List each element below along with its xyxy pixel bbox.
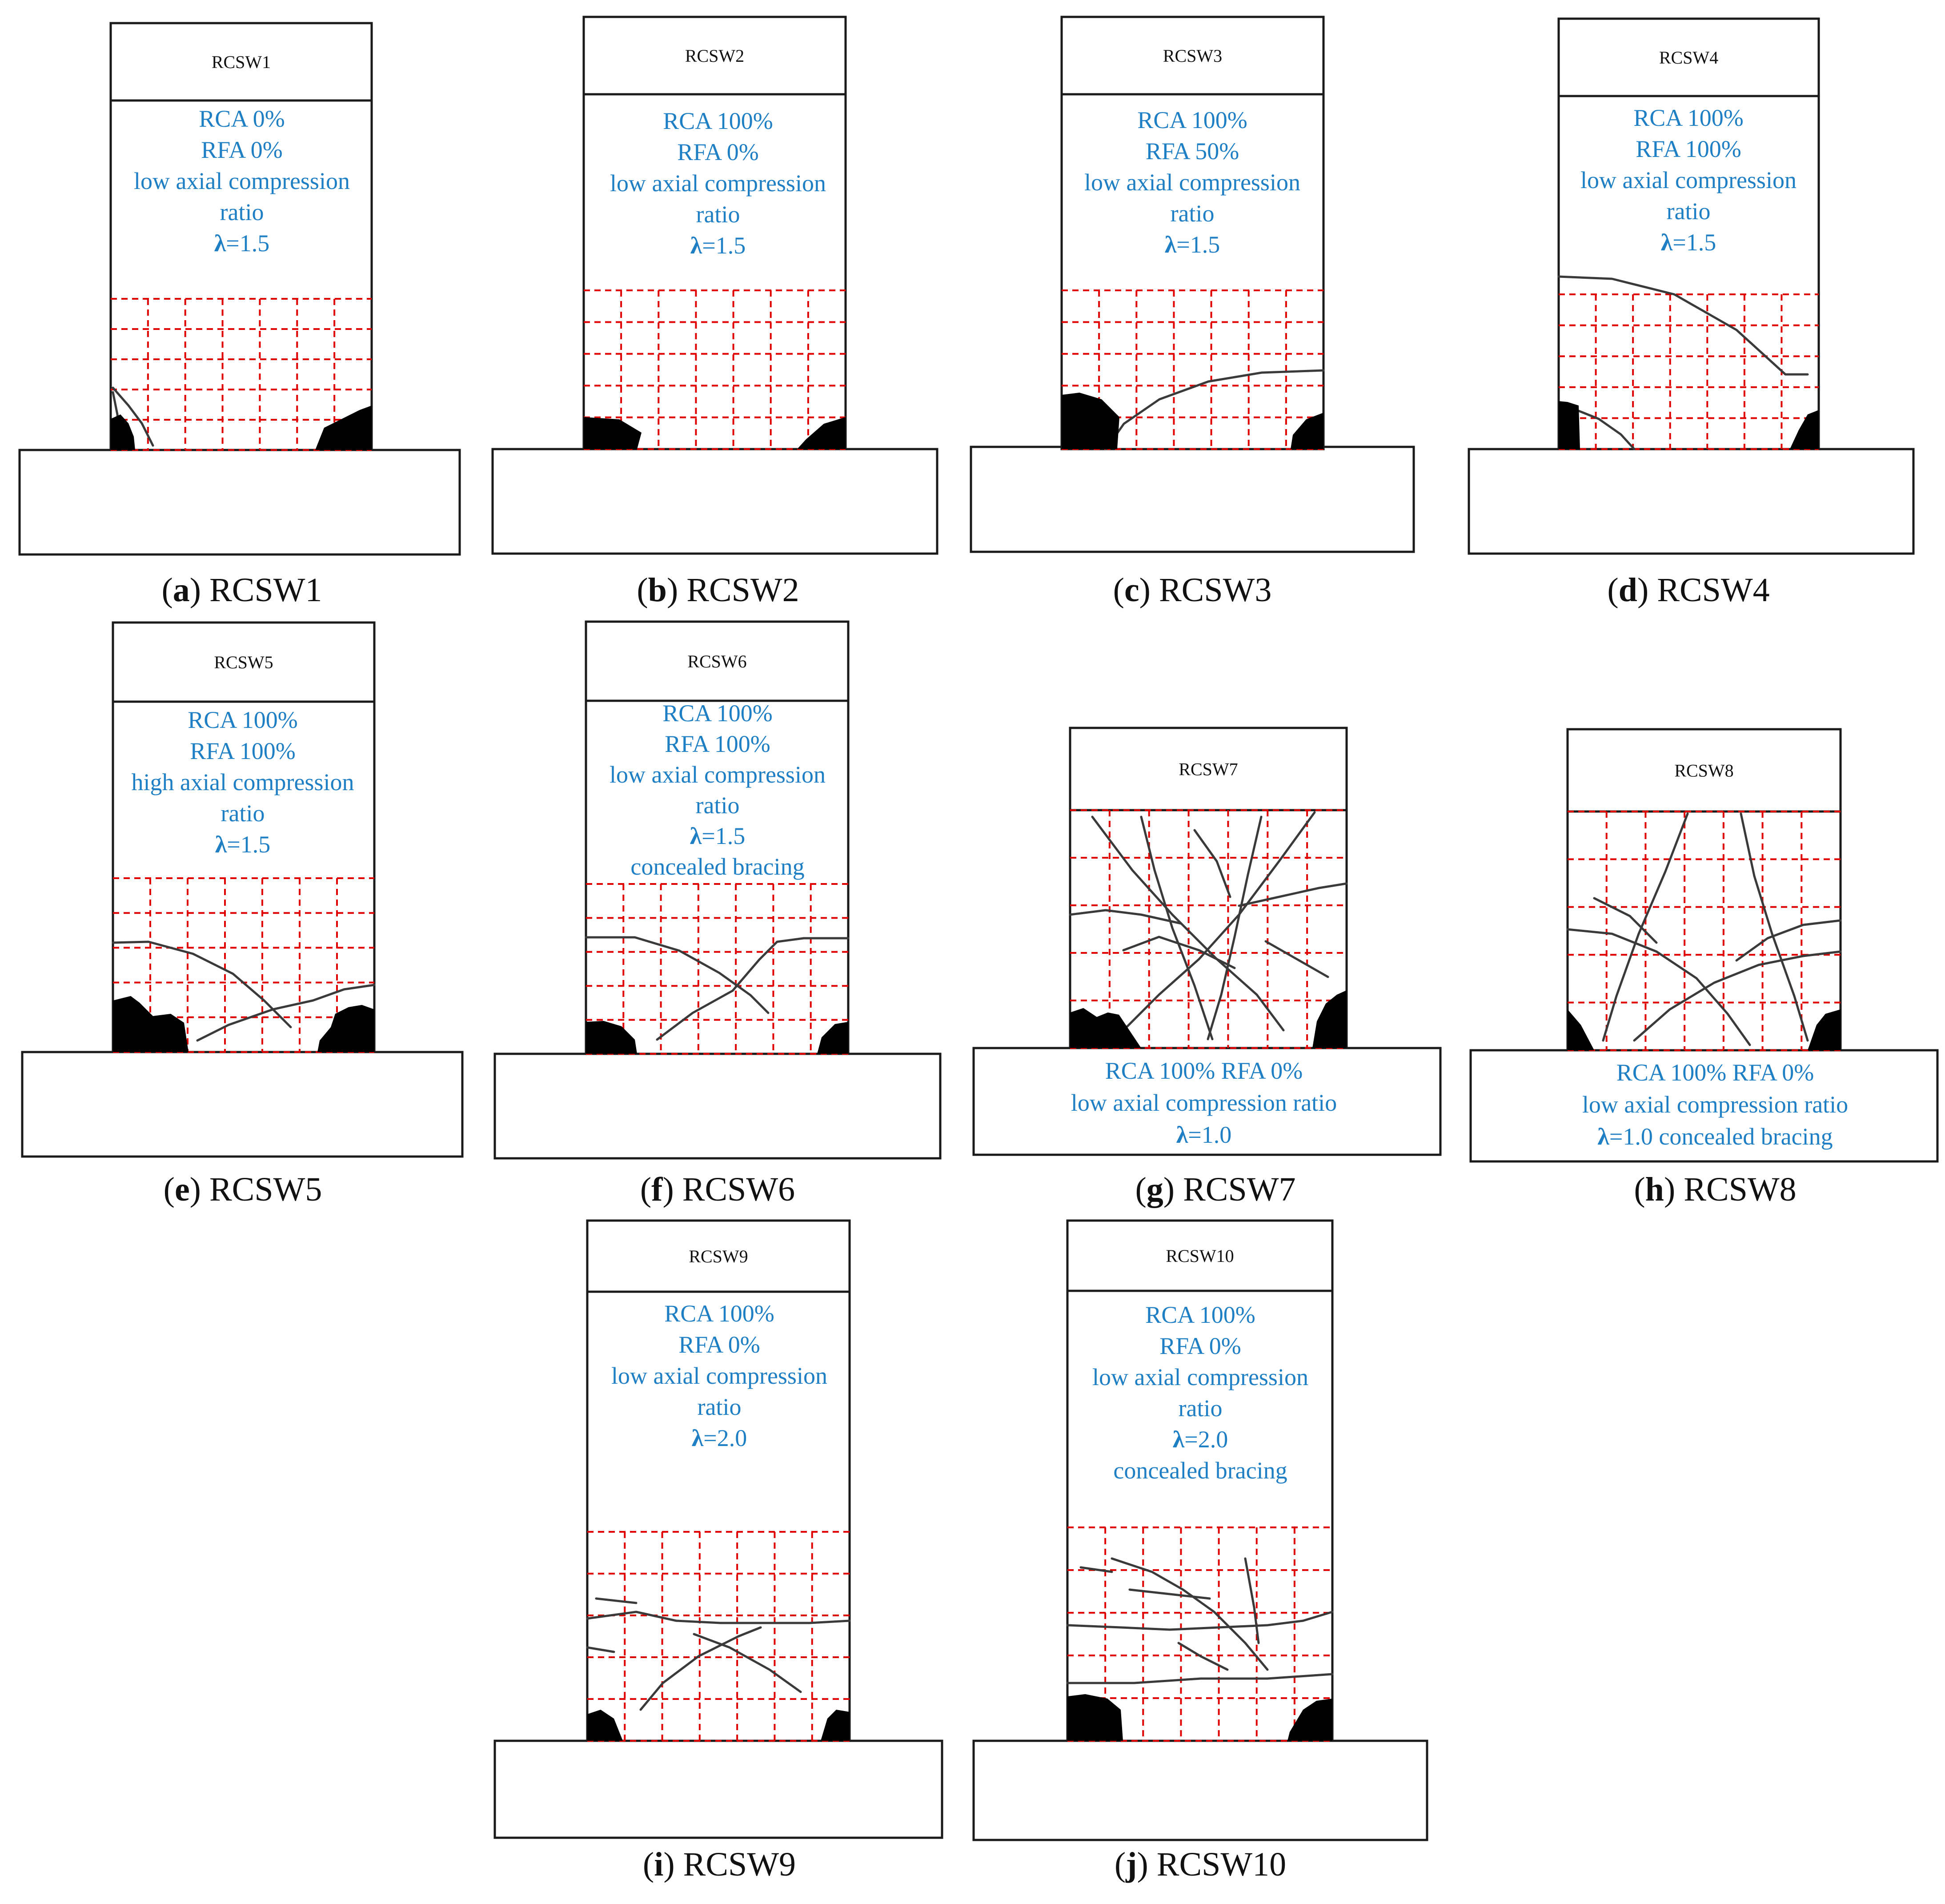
lambda-value: =1.0 concealed bracing bbox=[1609, 1123, 1833, 1150]
caption-text: ) RCSW5 bbox=[189, 1171, 322, 1208]
spec-line: RFA 0% bbox=[1159, 1333, 1241, 1359]
caption-letter: f bbox=[651, 1171, 663, 1208]
spec-line: ratio bbox=[1170, 200, 1215, 227]
caption-paren: ( bbox=[1114, 1846, 1126, 1883]
spec-line: low axial compression bbox=[1580, 167, 1797, 193]
spec-line bbox=[215, 831, 271, 858]
caption-text: ) RCSW9 bbox=[663, 1846, 796, 1883]
caption-paren: ( bbox=[1634, 1171, 1645, 1208]
spec-line: RCA 100% bbox=[664, 1300, 774, 1327]
spec-line: RFA 50% bbox=[1145, 138, 1239, 165]
lambda-symbol: λ bbox=[215, 831, 227, 858]
specimen-header: RCSW10 bbox=[1166, 1246, 1234, 1266]
spec-line: low axial compression ratio bbox=[1071, 1089, 1337, 1116]
panel-caption bbox=[1607, 571, 1769, 609]
spec-line: high axial compression bbox=[131, 769, 354, 795]
spec-line: RCA 100% bbox=[1633, 104, 1744, 131]
caption-paren: ( bbox=[1113, 571, 1124, 609]
panel-g bbox=[974, 728, 1440, 1208]
lambda-symbol: λ bbox=[1176, 1121, 1188, 1148]
panel-caption bbox=[161, 571, 322, 609]
spec-line bbox=[690, 823, 746, 849]
caption-text: ) RCSW2 bbox=[666, 571, 799, 609]
spec-line bbox=[1173, 1426, 1228, 1453]
spec-line: RCA 100% bbox=[663, 108, 773, 134]
lambda-value: =2.0 bbox=[1184, 1426, 1228, 1453]
caption-letter: h bbox=[1645, 1171, 1664, 1208]
spec-line: RFA 0% bbox=[677, 139, 759, 165]
panel-h bbox=[1471, 729, 1937, 1208]
spec-line bbox=[1176, 1121, 1232, 1148]
caption-paren: ( bbox=[163, 1171, 175, 1208]
specimen-header: RCSW2 bbox=[685, 46, 745, 66]
base-block bbox=[974, 1741, 1427, 1840]
spec-line bbox=[1165, 231, 1220, 258]
base-block bbox=[971, 447, 1414, 552]
panel-caption bbox=[164, 1171, 322, 1208]
spec-line: RFA 0% bbox=[201, 137, 283, 163]
lambda-symbol: λ bbox=[214, 230, 226, 257]
spec-line: low axial compression bbox=[610, 170, 826, 197]
lambda-symbol: λ bbox=[1597, 1123, 1609, 1150]
spec-line: RFA 100% bbox=[1636, 136, 1741, 162]
caption-letter: g bbox=[1146, 1171, 1163, 1208]
caption-text: ) RCSW6 bbox=[662, 1171, 795, 1208]
spec-line: RCA 100% RFA 0% bbox=[1616, 1059, 1814, 1086]
spec-line: ratio bbox=[1178, 1395, 1223, 1422]
spec-line: concealed bracing bbox=[1113, 1457, 1287, 1484]
spec-line: RCA 100% bbox=[1145, 1301, 1255, 1328]
lambda-symbol: λ bbox=[691, 1425, 704, 1451]
spalling-region bbox=[1559, 401, 1580, 449]
caption-paren: ( bbox=[1135, 1171, 1147, 1208]
panel-j bbox=[974, 1221, 1427, 1883]
caption-paren: ( bbox=[637, 571, 648, 609]
spec-line bbox=[214, 230, 270, 257]
spec-line bbox=[692, 1425, 747, 1451]
caption-paren: ( bbox=[640, 1171, 652, 1208]
caption-letter: i bbox=[654, 1846, 664, 1883]
spec-line: RFA 100% bbox=[190, 738, 296, 764]
base-block bbox=[495, 1054, 940, 1158]
panel-a bbox=[20, 23, 460, 609]
spec-line bbox=[690, 232, 746, 259]
caption-paren: ( bbox=[161, 571, 173, 609]
lambda-value: =2.0 bbox=[703, 1425, 747, 1451]
spec-line: RCA 0% bbox=[199, 105, 285, 132]
panel-i bbox=[495, 1221, 942, 1883]
caption-text: ) RCSW3 bbox=[1139, 571, 1272, 609]
lambda-value: =1.5 bbox=[1176, 231, 1220, 258]
lambda-symbol: λ bbox=[690, 232, 702, 259]
caption-paren: ( bbox=[642, 1846, 654, 1883]
caption-letter: c bbox=[1124, 571, 1139, 609]
base-block bbox=[495, 1741, 942, 1838]
specimen-header: RCSW6 bbox=[687, 651, 747, 671]
spec-line: ratio bbox=[221, 800, 265, 827]
specimen-header: RCSW5 bbox=[214, 652, 273, 672]
lambda-value: =1.0 bbox=[1188, 1121, 1232, 1148]
panel-d bbox=[1469, 19, 1913, 609]
caption-text: ) RCSW7 bbox=[1163, 1171, 1296, 1208]
panel-caption bbox=[1135, 1171, 1295, 1208]
panel-c bbox=[971, 17, 1414, 609]
spec-line: low axial compression bbox=[1092, 1364, 1308, 1390]
panel-b bbox=[493, 17, 937, 609]
spec-line: low axial compression bbox=[611, 1362, 827, 1389]
lambda-symbol: λ bbox=[1172, 1426, 1185, 1453]
specimen-header: RCSW9 bbox=[689, 1246, 748, 1266]
base-block bbox=[493, 449, 937, 554]
lambda-value: =1.5 bbox=[1672, 229, 1716, 256]
spec-line: low axial compression bbox=[610, 761, 826, 788]
specimen-header: RCSW3 bbox=[1163, 46, 1223, 66]
spec-line: concealed bracing bbox=[630, 853, 805, 880]
panel-f bbox=[495, 622, 940, 1208]
panel-caption bbox=[640, 1171, 795, 1208]
spec-line: RFA 100% bbox=[665, 731, 770, 757]
lambda-symbol: λ bbox=[1164, 231, 1177, 258]
panel-caption bbox=[1113, 571, 1272, 609]
specimen-header: RCSW4 bbox=[1659, 48, 1719, 68]
specimen-header: RCSW8 bbox=[1674, 760, 1734, 781]
caption-text: ) RCSW8 bbox=[1664, 1171, 1797, 1208]
caption-text: ) RCSW10 bbox=[1137, 1846, 1287, 1883]
spec-line: ratio bbox=[697, 1394, 742, 1420]
lambda-value: =1.5 bbox=[702, 232, 746, 259]
spec-line: ratio bbox=[1666, 198, 1711, 225]
lambda-symbol: λ bbox=[1660, 229, 1673, 256]
lambda-value: =1.5 bbox=[227, 831, 271, 858]
spec-line bbox=[1661, 229, 1716, 256]
spec-line bbox=[1597, 1123, 1833, 1150]
spec-line: ratio bbox=[695, 792, 740, 819]
base-block bbox=[20, 450, 460, 554]
lambda-symbol: λ bbox=[690, 823, 702, 849]
spec-line: low axial compression bbox=[1084, 169, 1300, 196]
panel-caption bbox=[1115, 1846, 1286, 1883]
specimen-spec bbox=[1582, 1059, 1848, 1150]
panel-caption bbox=[643, 1846, 796, 1883]
spec-line: RCA 100% RFA 0% bbox=[1105, 1057, 1303, 1084]
lambda-value: =1.5 bbox=[226, 230, 270, 257]
caption-letter: d bbox=[1618, 571, 1637, 609]
panel-caption bbox=[637, 571, 799, 609]
caption-letter: e bbox=[174, 1171, 190, 1208]
base-block bbox=[22, 1052, 462, 1157]
caption-text: ) RCSW4 bbox=[1637, 571, 1770, 609]
base-block bbox=[1469, 449, 1913, 554]
spec-line: ratio bbox=[220, 199, 264, 225]
spec-line: RFA 0% bbox=[678, 1331, 760, 1358]
caption-text: ) RCSW1 bbox=[189, 571, 322, 609]
spec-line: RCA 100% bbox=[662, 700, 773, 727]
spec-line: RCA 100% bbox=[188, 707, 298, 733]
wall-body bbox=[587, 1221, 850, 1741]
caption-letter: j bbox=[1126, 1846, 1137, 1883]
caption-letter: a bbox=[172, 571, 190, 609]
caption-letter: b bbox=[648, 571, 667, 609]
spec-line: low axial compression ratio bbox=[1582, 1091, 1849, 1118]
panel-caption bbox=[1634, 1171, 1796, 1208]
specimen-header: RCSW7 bbox=[1179, 759, 1238, 779]
spec-line: low axial compression bbox=[134, 168, 350, 194]
caption-paren: ( bbox=[1607, 571, 1619, 609]
spec-line: ratio bbox=[696, 201, 740, 228]
lambda-value: =1.5 bbox=[702, 823, 746, 849]
specimen-header: RCSW1 bbox=[211, 52, 271, 72]
spec-line: RCA 100% bbox=[1137, 107, 1247, 133]
panel-e bbox=[22, 623, 462, 1208]
